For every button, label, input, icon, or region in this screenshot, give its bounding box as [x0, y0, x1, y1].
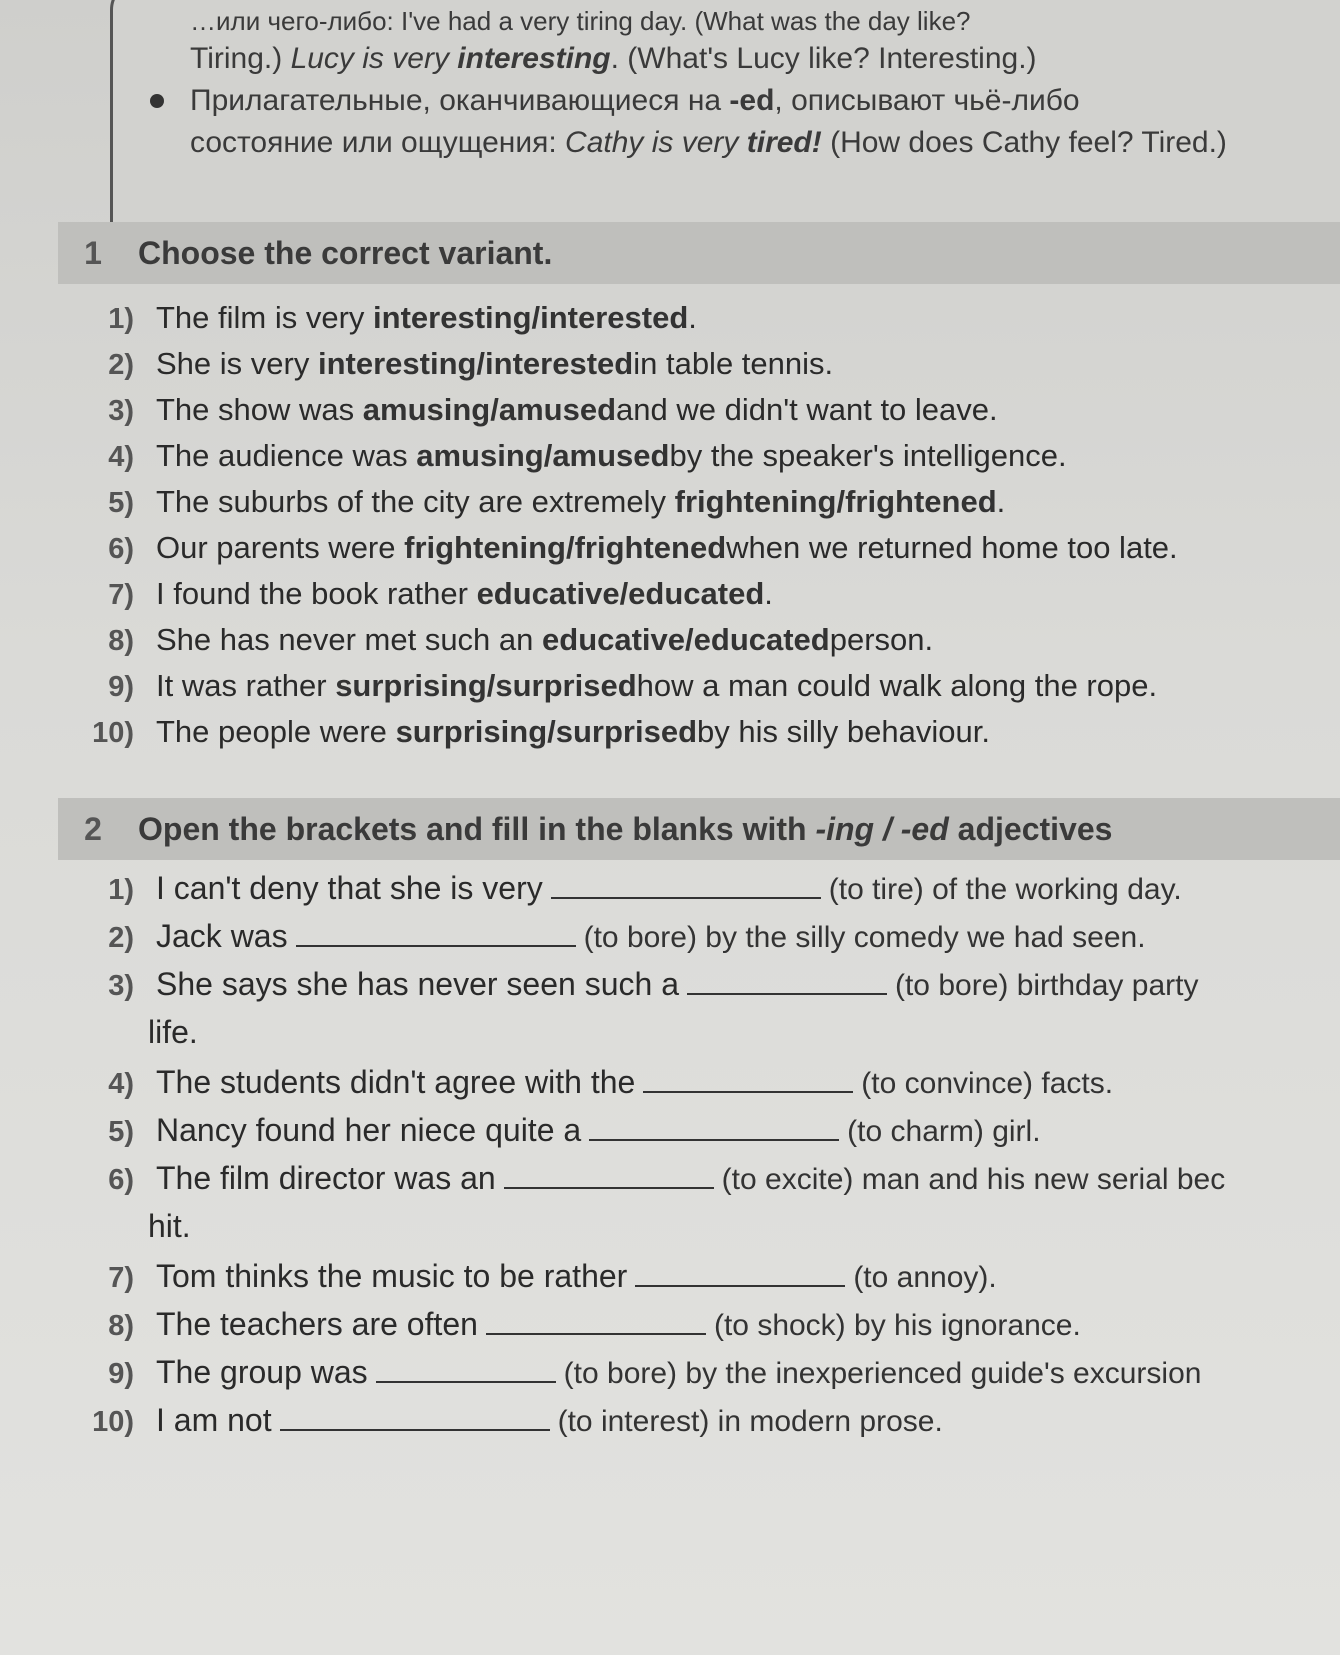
item-number: 3)	[108, 970, 134, 1002]
item-continuation: hit.	[148, 1208, 191, 1244]
list-item	[70, 1112, 1340, 1160]
list-item	[70, 1306, 1340, 1354]
rule-line-1-a: Tiring.)	[190, 42, 291, 75]
item-text: She says she has never seen such a	[156, 966, 679, 1002]
item-number: 8)	[108, 625, 134, 657]
item-text: The people were	[156, 714, 387, 749]
rule-line-1	[190, 38, 1330, 80]
item-number: 1)	[108, 303, 134, 335]
list-item	[70, 392, 1340, 438]
list-item	[70, 530, 1340, 576]
item-number: 5)	[108, 1116, 134, 1148]
item-number: 1)	[108, 874, 134, 906]
item-text-end: how a man could walk along the rope.	[636, 668, 1158, 703]
exercise-2-title-b: adjectives	[948, 810, 1113, 847]
item-number: 6)	[108, 1164, 134, 1196]
item-choice[interactable]: amusing/amused	[362, 392, 617, 427]
list-item	[70, 714, 1340, 760]
item-text: The suburbs of the city are extremely	[156, 484, 667, 519]
item-text: I can't deny that she is very	[156, 870, 543, 906]
item-hint: (to tire) of the working day.	[828, 873, 1182, 906]
item-choice[interactable]: educative/educated	[476, 576, 765, 611]
item-text: The audience was	[156, 438, 408, 473]
exercise-2-title-em: -ing / -ed	[815, 810, 949, 847]
answer-blank[interactable]	[643, 1069, 853, 1093]
list-item	[70, 484, 1340, 530]
item-text: She is very	[156, 346, 310, 381]
item-choice[interactable]: frightening/frightened	[404, 530, 727, 565]
list-item	[70, 576, 1340, 622]
item-text-end: by the speaker's intelligence.	[669, 438, 1067, 473]
item-number: 8)	[108, 1310, 134, 1342]
item-text: The group was	[156, 1354, 368, 1390]
item-choice[interactable]: educative/educated	[542, 622, 830, 657]
exercise-2-title-a: Open the brackets and fill in the blanks with	[138, 810, 816, 847]
list-item	[70, 1402, 1340, 1450]
item-number: 9)	[108, 671, 134, 703]
item-text: She has never met such an	[156, 622, 534, 657]
item-text-end: in table tennis.	[633, 346, 834, 381]
answer-blank[interactable]	[376, 1359, 556, 1383]
exercise-2-list	[70, 870, 1340, 1450]
item-text-end: .	[688, 300, 697, 335]
list-item	[70, 870, 1340, 918]
list-item	[70, 668, 1340, 714]
exercise-2-number: 2	[84, 810, 102, 847]
item-hint: (to annoy).	[853, 1261, 997, 1294]
item-text: The film director was an	[156, 1160, 496, 1196]
item-hint: (to bore) by the inexperienced guide's excursion	[563, 1357, 1202, 1390]
item-hint: (to convince) facts.	[861, 1067, 1114, 1100]
item-text-end: person.	[829, 622, 934, 657]
rule-line-3-bold: tired!	[746, 126, 822, 159]
rule-line-3-a: состояние или ощущения:	[190, 126, 566, 159]
item-number: 2)	[108, 922, 134, 954]
rule-line-3	[190, 122, 1330, 164]
item-hint: (to charm) girl.	[847, 1115, 1041, 1148]
item-text-end: and we didn't want to leave.	[616, 392, 998, 427]
list-item	[70, 1160, 1340, 1208]
item-text: The teachers are often	[156, 1306, 478, 1342]
item-hint: (to interest) in modern prose.	[557, 1405, 943, 1438]
item-text: Tom thinks the music to be rather	[156, 1258, 628, 1294]
item-text: Jack was	[156, 918, 288, 954]
item-number: 2)	[108, 349, 134, 381]
rule-line-3-b: Cathy is very	[565, 126, 747, 159]
exercise-1-list	[70, 300, 1340, 760]
item-choice[interactable]: frightening/frightened	[674, 484, 997, 519]
item-choice[interactable]: amusing/amused	[416, 438, 670, 473]
item-number: 10)	[92, 717, 134, 749]
answer-blank[interactable]	[486, 1311, 706, 1335]
rule-bullet-bold: -ed	[729, 84, 775, 117]
item-hint: (to bore) birthday party	[894, 969, 1199, 1002]
item-text: The film is very	[156, 300, 365, 335]
item-text: Nancy found her niece quite a	[156, 1112, 582, 1148]
rule-bullet-a: Прилагательные, оканчивающиеся на	[190, 84, 730, 117]
rule-bullet-b: , описывают чьё-либо	[774, 84, 1080, 117]
item-hint: (to shock) by his ignorance.	[713, 1309, 1081, 1342]
exercise-1-number: 1	[84, 234, 102, 271]
rule-line-1-b: Lucy is very	[290, 42, 458, 75]
answer-blank[interactable]	[296, 923, 576, 947]
list-item	[70, 438, 1340, 484]
rule-line-1-c: . (What's Lucy like? Interesting.)	[610, 42, 1037, 75]
exercise-1-title: Choose the correct variant.	[138, 234, 553, 271]
answer-blank[interactable]	[504, 1165, 714, 1189]
rule-line-0-text: …или чего-либо: I've had a very tiring day. (What was the day like?	[190, 6, 971, 36]
rule-bullet	[190, 80, 1330, 122]
answer-blank[interactable]	[635, 1263, 845, 1287]
answer-blank[interactable]	[551, 875, 821, 899]
rule-line-1-bold: interesting	[457, 42, 611, 75]
rule-line-0	[190, 0, 1330, 38]
list-item	[70, 300, 1340, 346]
item-number: 9)	[108, 1358, 134, 1390]
item-hint: (to bore) by the silly comedy we had seen.	[583, 921, 1146, 954]
item-number: 5)	[108, 487, 134, 519]
item-choice[interactable]: interesting/interested	[373, 300, 689, 335]
list-item	[70, 1064, 1340, 1112]
item-choice[interactable]: surprising/surprised	[335, 668, 637, 703]
item-text-end: when we returned home too late.	[726, 530, 1178, 565]
answer-blank[interactable]	[589, 1117, 839, 1141]
item-text-end: by his silly behaviour.	[697, 714, 990, 749]
item-text: The show was	[156, 392, 355, 427]
item-hint: (to excite) man and his new serial bec	[721, 1163, 1226, 1196]
item-number: 7)	[108, 579, 134, 611]
item-number: 10)	[92, 1406, 134, 1438]
list-item	[70, 966, 1340, 1014]
item-number: 4)	[108, 441, 134, 473]
list-item	[70, 1258, 1340, 1306]
rule-line-3-c: (How does Cathy feel? Tired.)	[821, 126, 1227, 159]
item-number: 6)	[108, 533, 134, 565]
item-continuation: life.	[148, 1014, 198, 1050]
item-text: I am not	[156, 1402, 272, 1438]
item-text-end: .	[996, 484, 1006, 519]
item-number: 3)	[108, 395, 134, 427]
list-item	[70, 1354, 1340, 1402]
item-text: It was rather	[156, 668, 327, 703]
exercise-2-title	[128, 811, 1112, 848]
bullet-dot-icon	[150, 94, 164, 108]
list-item	[70, 346, 1340, 392]
exercise-2-header	[58, 798, 1340, 860]
item-choice[interactable]: interesting/interested	[317, 346, 634, 381]
grammar-rule-text	[190, 0, 1330, 164]
item-text: Our parents were	[156, 530, 396, 565]
answer-blank[interactable]	[687, 971, 887, 995]
item-text: I found the book rather	[156, 576, 468, 611]
item-text: The students didn't agree with the	[156, 1064, 636, 1100]
item-number: 4)	[108, 1068, 134, 1100]
item-number: 7)	[108, 1262, 134, 1294]
item-text-end: .	[764, 576, 773, 611]
item-choice[interactable]: surprising/surprised	[395, 714, 698, 749]
list-item	[70, 918, 1340, 966]
exercise-1-header	[58, 222, 1340, 284]
answer-blank[interactable]	[280, 1407, 550, 1431]
list-item	[70, 622, 1340, 668]
